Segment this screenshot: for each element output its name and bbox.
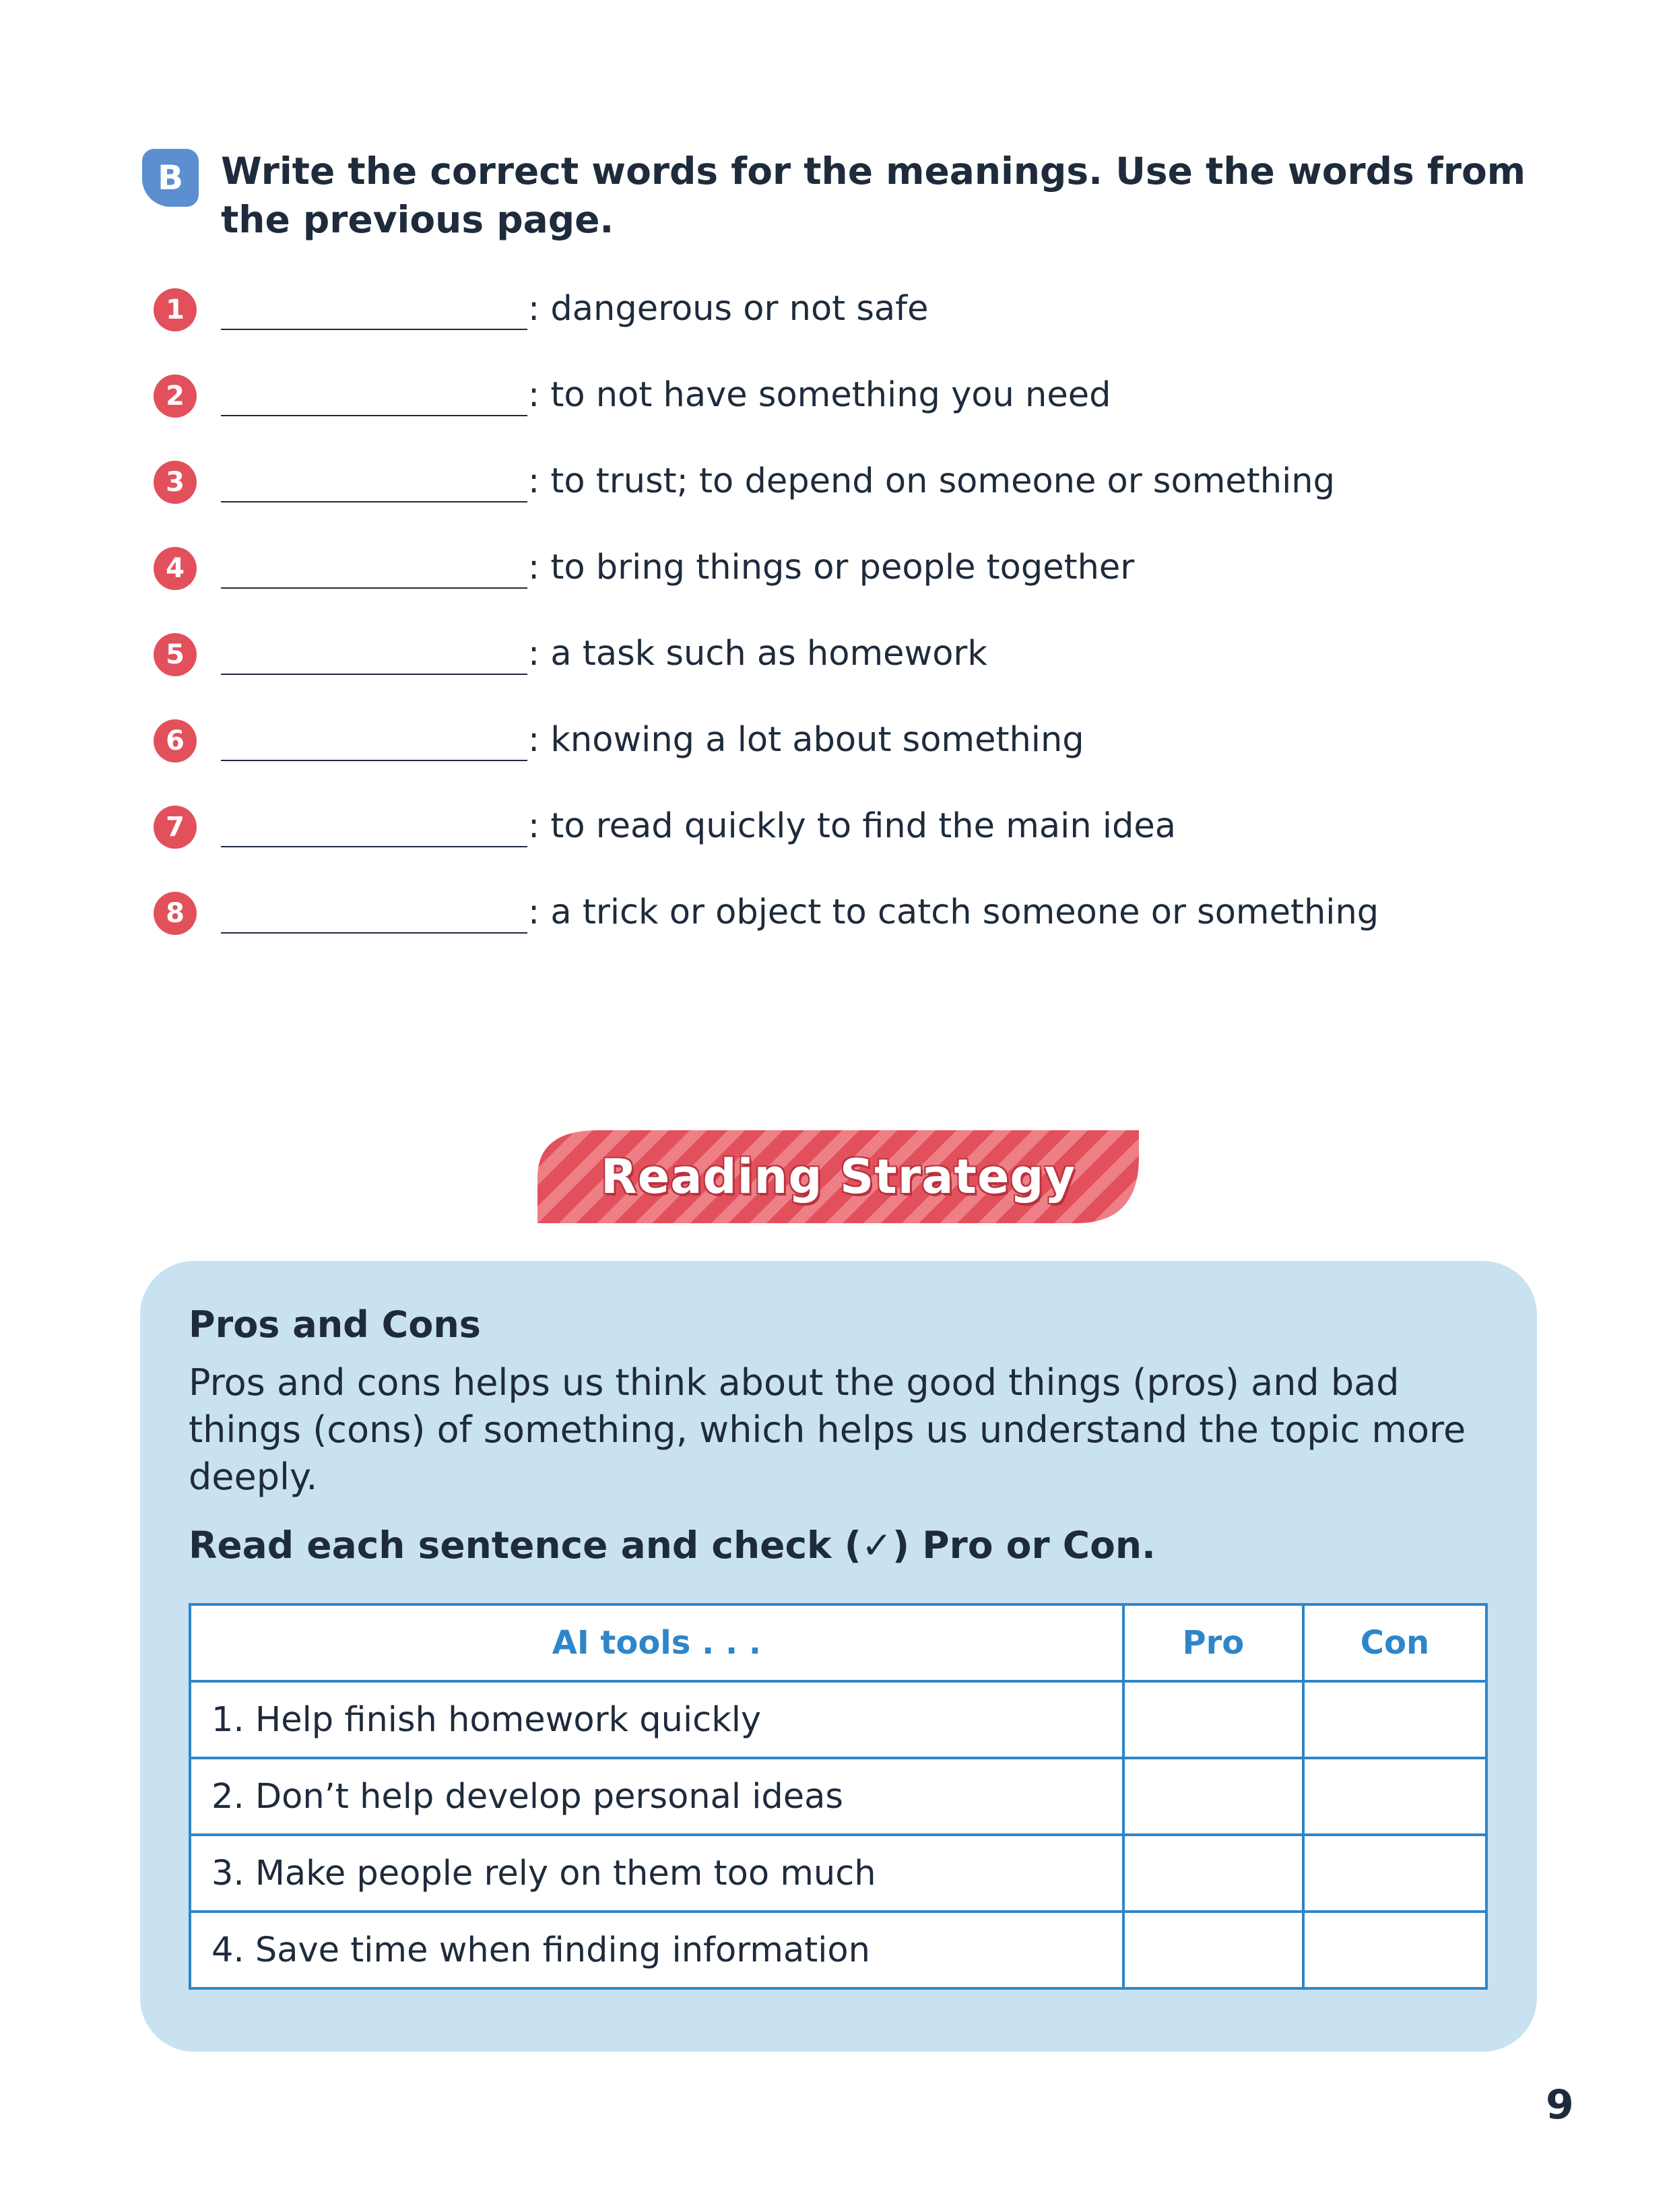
answer-blank[interactable] [221,932,527,934]
item-meaning: : a task such as homework [528,634,987,674]
table-row [190,1681,1486,1758]
section-b-badge: B [142,149,199,207]
con-check-cell[interactable] [1303,1835,1486,1912]
answer-blank[interactable] [221,501,527,502]
section-b-instruction: Write the correct words for the meanings. Use the words from the previous page. [221,150,1526,241]
item-meaning: : to read quickly to find the main idea [528,806,1177,846]
con-check-cell[interactable] [1303,1758,1486,1835]
item-number: 3 [154,461,197,504]
item-number: 1 [154,288,197,331]
item-number: 8 [154,892,197,935]
item-meaning: : dangerous or not safe [528,289,929,329]
banner-title: Reading Strategy [600,1149,1076,1204]
answer-blank[interactable] [221,415,527,416]
answer-blank[interactable] [221,329,527,330]
item-number: 6 [154,719,197,762]
item-number: 7 [154,806,197,849]
item-number: 5 [154,633,197,676]
pro-check-cell[interactable] [1123,1758,1303,1835]
item-meaning: : to trust; to depend on someone or something [528,461,1335,501]
statement-cell: 2. Don’t help develop personal ideas [190,1758,1123,1835]
table-row [190,1758,1486,1835]
strategy-task: Read each sentence and check (✓) Pro or Con. [189,1524,1156,1567]
statement-cell: 1. Help finish homework quickly [190,1681,1123,1758]
vocab-item [154,540,1568,594]
item-meaning: : to bring things or people together [528,548,1135,587]
pro-check-cell[interactable] [1123,1835,1303,1912]
vocab-item [154,885,1568,939]
item-meaning: : a trick or object to catch someone or something [528,892,1379,932]
answer-blank[interactable] [221,587,527,589]
pro-check-cell[interactable] [1123,1912,1303,1988]
pros-cons-table [189,1603,1488,1990]
statement-cell: 3. Make people rely on them too much [190,1835,1123,1912]
answer-blank[interactable] [221,846,527,847]
con-check-cell[interactable] [1303,1912,1486,1988]
header-pro: Pro [1123,1604,1303,1681]
con-check-cell[interactable] [1303,1681,1486,1758]
strategy-description: Pros and cons helps us think about the good things (pros) and bad things (cons) of something, which helps us understand the topic more deeply. [189,1361,1466,1498]
vocab-item [154,282,1568,335]
table-header-row [190,1604,1486,1681]
vocab-item [154,368,1568,422]
vocab-item [154,713,1568,767]
answer-blank[interactable] [221,760,527,761]
header-ai-tools: AI tools . . . [190,1604,1123,1681]
table-row [190,1912,1486,1988]
reading-strategy-banner [537,1130,1139,1223]
pro-check-cell[interactable] [1123,1681,1303,1758]
table-row [190,1835,1486,1912]
item-meaning: : knowing a lot about something [528,720,1084,760]
vocab-item [154,626,1568,680]
vocab-item [154,454,1568,508]
item-number: 4 [154,547,197,590]
strategy-heading: Pros and Cons [189,1303,481,1346]
vocab-item [154,799,1568,853]
header-con: Con [1303,1604,1486,1681]
item-meaning: : to not have something you need [528,375,1111,415]
page-number: 9 [1546,2081,1574,2128]
answer-blank[interactable] [221,674,527,675]
item-number: 2 [154,375,197,418]
statement-cell: 4. Save time when finding information [190,1912,1123,1988]
